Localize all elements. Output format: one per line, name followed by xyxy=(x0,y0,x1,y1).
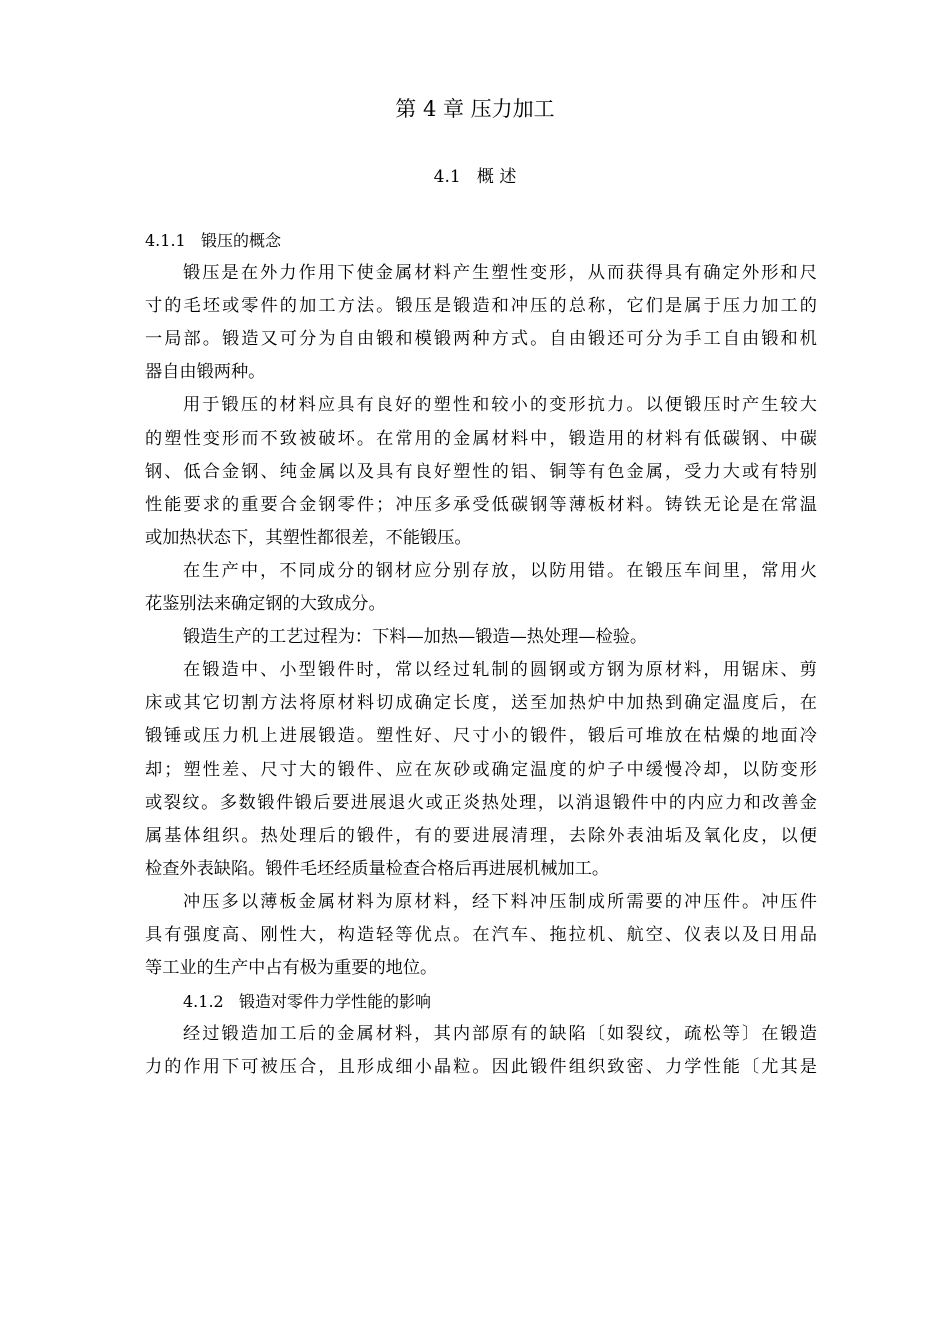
text-line: 的塑性变形而不致被破坏。在常用的金属材料中，锻造用的材料有低碳钢、中碳 xyxy=(145,428,817,449)
text-line: 具有强度高、刚性大，构造轻等优点。在汽车、拖拉机、航空、仪表以及日用品 xyxy=(145,924,817,945)
text-line: 冲压多以薄板金属材料为原材料，经下料冲压制成所需要的冲压件。冲压件 xyxy=(183,891,817,912)
text-line: 一局部。锻造又可分为自由锻和模锻两种方式。自由锻还可分为手工自由锻和机 xyxy=(145,329,817,350)
text-line: 锻压是在外力作用下使金属材料产生塑性变形，从而获得具有确定外形和尺 xyxy=(183,263,817,284)
subsection-heading: 4.1.1 锻压的概念 xyxy=(145,231,281,250)
text-line: 锻造生产的工艺过程为：下料—加热—锻造—热处理—检验。 xyxy=(183,627,648,648)
text-line: 钢、低合金钢、纯金属以及具有良好塑性的铝、铜等有色金属，受力大或有特别 xyxy=(145,461,817,482)
body-text xyxy=(145,224,817,1084)
text-line: 寸的毛坯或零件的加工方法。锻压是锻造和冲压的总称，它们是属于压力加工的 xyxy=(145,296,817,317)
text-line: 在锻造中、小型锻件时，常以经过轧制的圆钢或方钢为原材料，用锯床、剪 xyxy=(183,660,817,681)
text-line: 床或其它切割方法将原材料切成确定长度，送至加热炉中加热到确定温度后，在 xyxy=(145,693,817,714)
text-line: 性能要求的重要合金钢零件；冲压多承受低碳钢等薄板材料。铸铁无论是在常温 xyxy=(145,494,817,515)
text-line: 在生产中，不同成分的钢材应分别存放，以防用错。在锻压车间里，常用火 xyxy=(183,560,817,581)
text-line: 等工业的生产中占有极为重要的地位。 xyxy=(145,958,438,979)
text-line: 属基体组织。热处理后的锻件，有的要进展清理，去除外表油垢及氧化皮，以便 xyxy=(145,825,817,846)
text-line: 用于锻压的材料应具有良好的塑性和较小的变形抗力。以便锻压时产生较大 xyxy=(183,395,817,416)
text-line: 经过锻造加工后的金属材料，其内部原有的缺陷〔如裂纹，疏松等〕在锻造 xyxy=(183,1024,817,1045)
chapter-title: 第 4 章 压力加工 xyxy=(395,97,555,121)
subsection-heading: 4.1.2 锻造对零件力学性能的影响 xyxy=(183,992,431,1012)
text-line: 花鉴别法来确定钢的大致成分。 xyxy=(145,594,386,615)
section-title: 4.1 概 述 xyxy=(433,167,517,187)
text-line: 却；塑性差、尺寸大的锻件、应在灰砂或确定温度的炉子中缓慢冷却，以防变形 xyxy=(145,759,817,780)
text-line: 器自由锻两种。 xyxy=(145,362,266,383)
text-line: 或加热状态下，其塑性都很差，不能锻压。 xyxy=(145,527,472,548)
text-line: 或裂纹。多数锻件锻后要进展退火或正炎热处理，以消退锻件中的内应力和改善金 xyxy=(145,792,817,813)
text-line: 力的作用下可被压合，且形成细小晶粒。因此锻件组织致密、力学性能〔尤其是 xyxy=(145,1057,817,1078)
text-line: 检查外表缺陷。锻件毛坯经质量检查合格后再进展机械加工。 xyxy=(145,858,610,879)
text-line: 锻锤或压力机上进展锻造。塑性好、尺寸小的锻件，锻后可堆放在枯燥的地面冷 xyxy=(145,726,817,747)
